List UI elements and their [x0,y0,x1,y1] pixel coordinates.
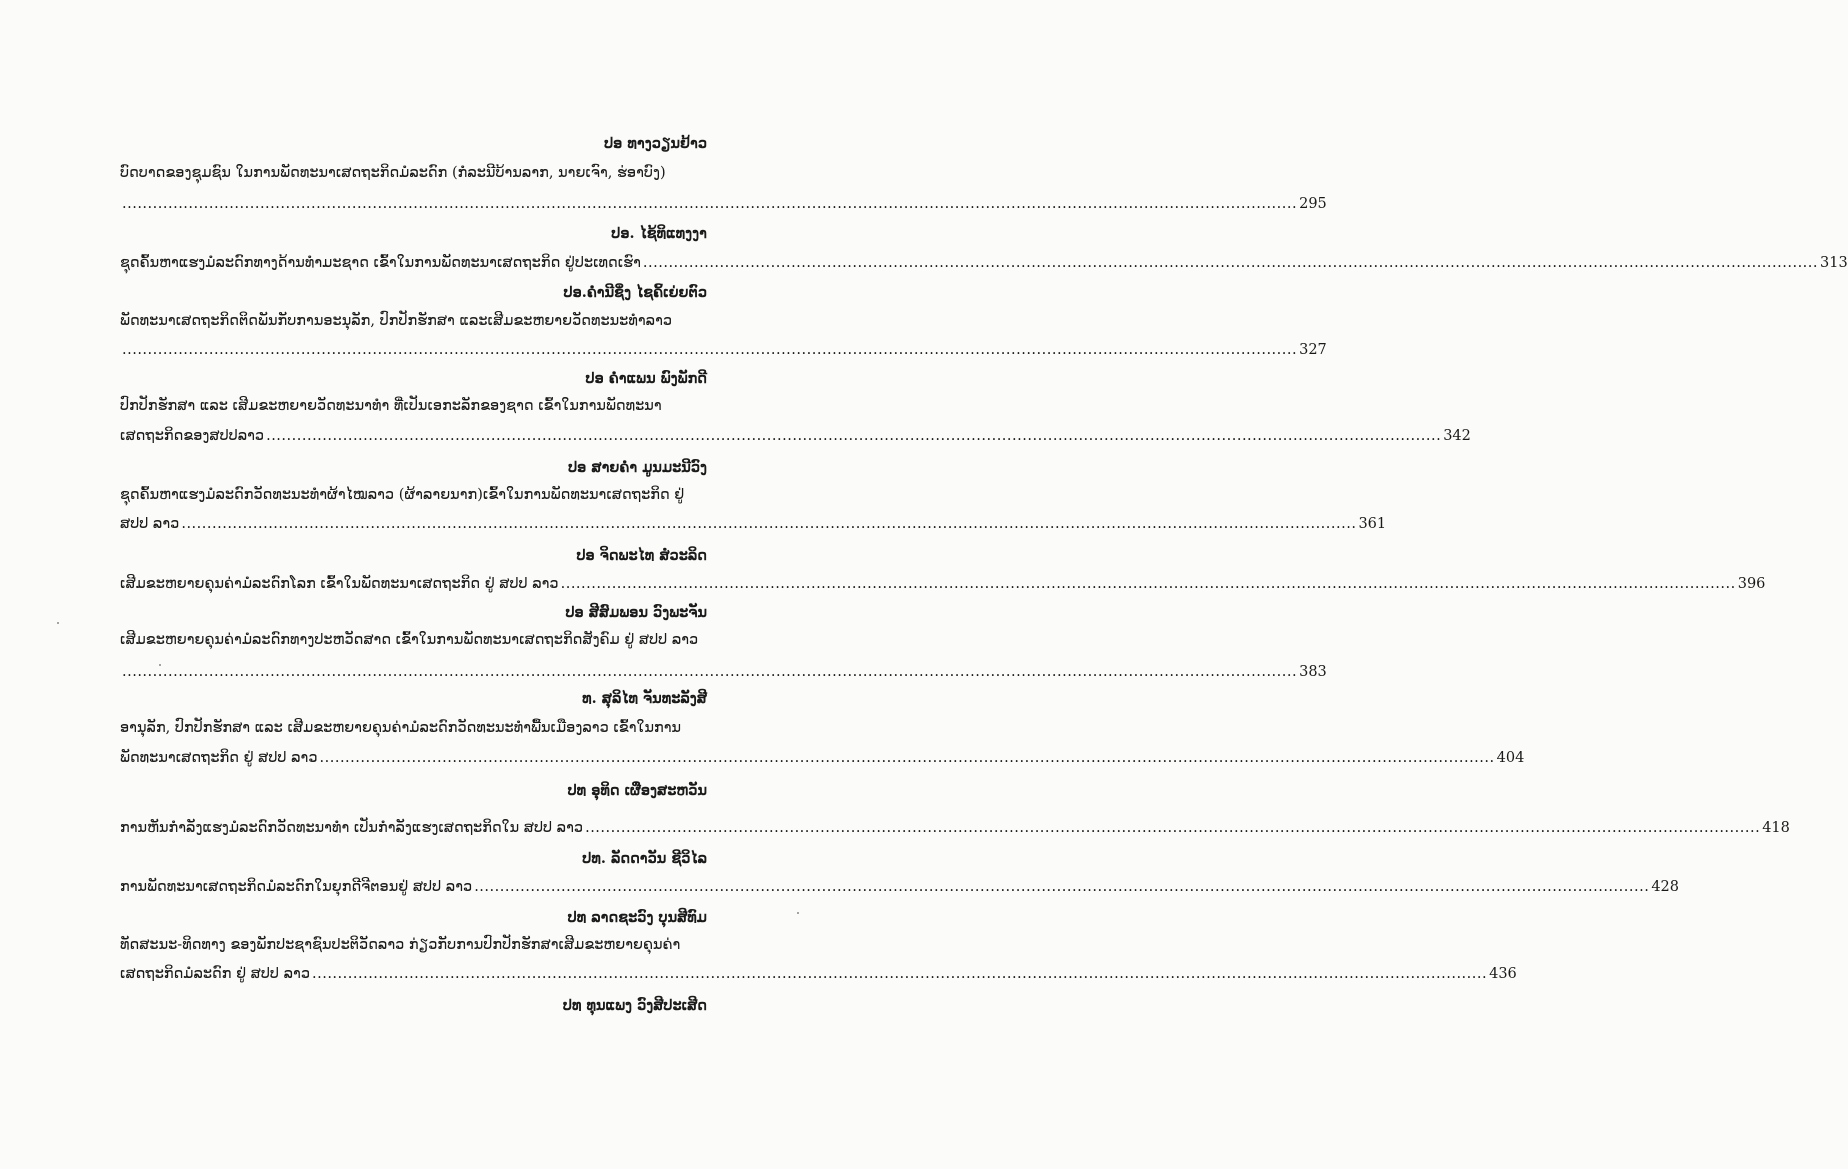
entry-title-line: ທັດສະນະ-ທິດທາງ ຂອງພັກປະຊາຊົນປະຕິວັດລາວ ກ່ຽວກັບການປົກປັກຮັກສາເສີມຂະຫຍາຍຄຸນຄ່າ [120,937,681,953]
entry-author: ທ. ສຸລິໄທ ຈັນທະລັງສີ [582,690,707,707]
page-number: 295 [1299,196,1327,212]
scan-speck [159,664,161,666]
entry-author: ປທ ທຸນແພງ ວົງສີປະເສີດ [562,997,707,1014]
entry-title-line: ພັດທະນາເສດຖະກິດຕິດພັນກັບການອະນຸລັກ, ປົກປັກຮັກສາ ແລະເສີມຂະຫຍາຍວັດທະນະທຳລາວ [120,313,673,329]
page-number: 436 [1489,966,1517,982]
toc-entry-line [120,342,1327,358]
page-number: 313 [1820,255,1848,271]
page-number: 396 [1737,576,1766,592]
toc-entry-line [120,820,1790,836]
entry-author: ປອ ຈິດພະໄທ ສໍວະລິດ [576,547,707,564]
entry-title-line: ເສດຖະກິດຂອງສປປລາວ [120,428,265,444]
toc-entry-line [120,879,1679,895]
entry-title-line: ການຫັນກຳລັງແຮງມໍລະດົກວັດທະນາທຳ ເປັນກຳລັງແຮງເສດຖະກິດໃນ ສປປ ລາວ [120,820,584,836]
entry-author: ປອ ຄຳແພນ ພົງພັກດີ [585,370,707,387]
toc-entry-line [120,516,1387,532]
leader-dots [474,879,1649,895]
entry-author: ປທ. ລັດດາວັນ ຊີວິໄລ [582,850,707,867]
page-number: 342 [1443,428,1471,444]
entry-title-line: ປົກປັກຮັກສາ ແລະ ເສີມຂະຫຍາຍວັດທະນາທຳ ທີ່ເປັນເອກະລັກຂອງຊາດ ເຂົ້າໃນການພັດທະນາ [120,398,662,414]
leader-dots [122,342,1297,358]
toc-entry-line [120,196,1327,212]
entry-author: ປອ ທາງວຽນຢ້າວ [604,135,707,152]
scan-speck [797,912,799,914]
entry-title-line: ອານຸລັກ, ປົກປັກຮັກສາ ແລະ ເສີມຂະຫຍາຍຄຸນຄ່າມໍລະດົກວັດທະນະທຳພື້ນເມືອງລາວ ເຂົ້າໃນການ [120,720,682,736]
entry-title-line: ສປປ ລາວ [120,516,180,532]
entry-title-line: ພັດທະນາເສດຖະກິດ ຢູ່ ສປປ ລາວ [120,750,318,766]
leader-dots [266,428,1441,444]
scan-speck [57,622,59,624]
toc-entry-line [120,428,1471,444]
entry-title-line: ການພັດທະນາເສດຖະກິດມໍລະດົກໃນຍຸກດີຈີຕອນຢູ່ ສປປ ລາວ [120,879,473,895]
toc-entry-line [120,966,1517,982]
leader-dots [585,820,1760,836]
entry-title-line: ເສີມຂະຫຍາຍຄຸນຄ່າມໍລະດົກທາງປະຫວັດສາດ ເຂົ້າໃນການພັດທະນາເສດຖະກິດສັງຄົມ ຢູ່ ສປປ ລາວ [120,632,699,648]
entry-author: ປອ.ຄຳນີຊິ່ງ ໄຊຄິ້ເຍ່ຍຕົວ [563,284,707,301]
toc-entry-line [120,664,1327,680]
leader-dots [122,196,1297,212]
toc-entry-line [120,576,1766,592]
page-number: 327 [1299,342,1327,358]
entry-author: ປອ ສາຍຄຳ ມູນມະນີວົງ [568,459,707,476]
entry-author: ປທ ລາດຊະວົງ ບຸນສີທົມ [567,909,707,926]
entry-title-line: ເສີມຂະຫຍາຍຄຸນຄ່າມໍລະດົກໂລກ ເຂົ້າໃນພັດທະນາເສດຖະກິດ ຢູ່ ສປປ ລາວ [120,576,559,592]
leader-dots [122,664,1297,680]
toc-entry-line [120,255,1848,271]
page-number: 361 [1358,516,1387,532]
page-number: 418 [1762,820,1790,836]
entry-title-line: ເສດຖະກິດມໍລະດົກ ຢູ່ ສປປ ລາວ [120,966,310,982]
entry-title-line: ຊຸດຄົ້ນຫາແຮງມໍລະດົກທາງດ້ານທຳມະຊາດ ເຂົ້າໃນການພັດທະນາເສດຖະກິດ ຢູ່ປະເທດເຮົາ [120,255,641,271]
page-number: 404 [1496,750,1525,766]
entry-author: ປອ ສີສົມພອນ ວົງພະຈັນ [565,604,707,621]
entry-author: ປທ ອຸທິດ ເຜືອງສະຫວັນ [567,782,707,799]
leader-dots [320,750,1495,766]
leader-dots [181,516,1356,532]
entry-title-line: ຊຸດຄົ້ນຫາແຮງມໍລະດົກວັດທະນະທຳຜ້າໄໝລາວ (ຜ້າລາຍນາກ)ເຂົ້າໃນການພັດທະນາເສດຖະກິດ ຢູ່ [120,487,685,503]
leader-dots [643,255,1818,271]
entry-author: ປອ. ໄຊ້ທິແທງງາ [611,225,707,242]
toc-entry-line [120,750,1525,766]
leader-dots [561,576,1736,592]
page-number: 428 [1651,879,1679,895]
page-number: 383 [1299,664,1327,680]
leader-dots [312,966,1487,982]
entry-title-line: ບົດບາດຂອງຊຸມຊົນ ໃນການພັດທະນາເສດຖະກິດມໍລະດົກ (ກໍລະນີບ້ານລາກ, ນາຍເຈົາ, ຮ່ອາບົງ) [120,165,666,181]
